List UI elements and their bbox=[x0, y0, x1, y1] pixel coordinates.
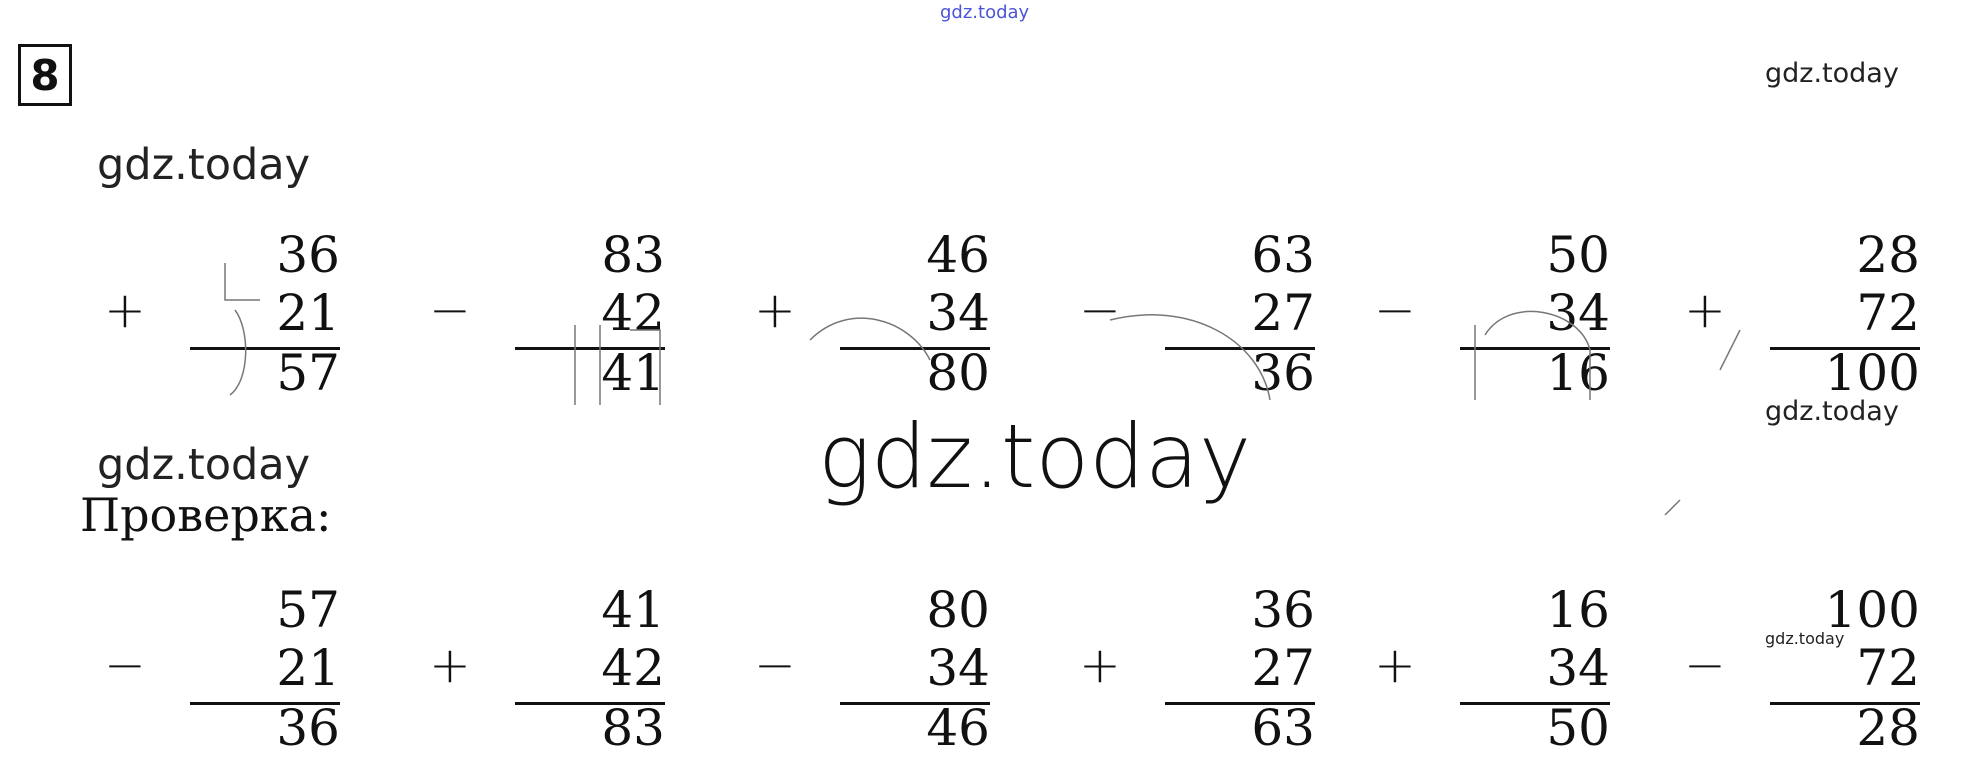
row1-problem-2 bbox=[425, 225, 665, 415]
operator: + bbox=[429, 636, 471, 694]
result: 36 bbox=[276, 699, 340, 757]
operand-b: 21 bbox=[276, 639, 340, 697]
operator: − bbox=[754, 636, 796, 694]
operand-b: 34 bbox=[1546, 284, 1610, 342]
operand-a: 28 bbox=[1856, 226, 1920, 284]
operand-a: 50 bbox=[1546, 226, 1610, 284]
watermark-right-1: gdz.today bbox=[1765, 58, 1899, 89]
operator: − bbox=[1079, 281, 1121, 339]
row1-problem-6 bbox=[1680, 225, 1920, 415]
operand-a: 46 bbox=[926, 226, 990, 284]
operand-b: 72 bbox=[1856, 284, 1920, 342]
row1-problem-1 bbox=[100, 225, 340, 415]
row2-problem-6 bbox=[1680, 580, 1920, 770]
row2-problem-4 bbox=[1075, 580, 1315, 770]
operand-b: 27 bbox=[1251, 284, 1315, 342]
task-number-box bbox=[18, 44, 72, 106]
result: 36 bbox=[1251, 344, 1315, 402]
row1-problem-4 bbox=[1075, 225, 1315, 415]
row2-problem-2 bbox=[425, 580, 665, 770]
row1-problem-3 bbox=[750, 225, 990, 415]
operand-b: 27 bbox=[1251, 639, 1315, 697]
task-number: 8 bbox=[30, 50, 60, 100]
watermark-left-2: gdz.today bbox=[97, 440, 311, 490]
operand-b: 21 bbox=[276, 284, 340, 342]
row1-problem-5 bbox=[1370, 225, 1610, 415]
watermark-right-2: gdz.today bbox=[1765, 396, 1899, 427]
operand-b: 34 bbox=[1546, 639, 1610, 697]
watermark-center: gdz.today bbox=[818, 405, 1252, 508]
operator: − bbox=[104, 636, 146, 694]
operand-a: 80 bbox=[926, 581, 990, 639]
result: 41 bbox=[601, 344, 665, 402]
operator: − bbox=[1374, 281, 1416, 339]
operator: + bbox=[104, 281, 146, 339]
result: 100 bbox=[1824, 344, 1920, 402]
row2-problem-5 bbox=[1370, 580, 1610, 770]
operand-a: 100 bbox=[1824, 581, 1920, 639]
check-label: Проверка: bbox=[80, 488, 332, 542]
result: 46 bbox=[926, 699, 990, 757]
operand-a: 83 bbox=[601, 226, 665, 284]
operator: + bbox=[754, 281, 796, 339]
result: 28 bbox=[1856, 699, 1920, 757]
operand-a: 41 bbox=[601, 581, 665, 639]
result: 16 bbox=[1546, 344, 1610, 402]
operator: + bbox=[1079, 636, 1121, 694]
result: 63 bbox=[1251, 699, 1315, 757]
operand-b: 42 bbox=[601, 639, 665, 697]
result: 57 bbox=[276, 344, 340, 402]
result: 50 bbox=[1546, 699, 1610, 757]
operand-a: 63 bbox=[1251, 226, 1315, 284]
operand-b: 72 bbox=[1856, 639, 1920, 697]
operand-b: 34 bbox=[926, 284, 990, 342]
row2-problem-1 bbox=[100, 580, 340, 770]
operator: + bbox=[1684, 281, 1726, 339]
operand-a: 36 bbox=[276, 226, 340, 284]
operand-b: 42 bbox=[601, 284, 665, 342]
operand-a: 57 bbox=[276, 581, 340, 639]
operand-a: 36 bbox=[1251, 581, 1315, 639]
result: 83 bbox=[601, 699, 665, 757]
watermark-top: gdz.today bbox=[940, 2, 1030, 23]
operator: − bbox=[429, 281, 471, 339]
watermark-small: gdz.today bbox=[1765, 629, 1845, 648]
watermark-left-1: gdz.today bbox=[97, 140, 311, 190]
operand-b: 34 bbox=[926, 639, 990, 697]
result: 80 bbox=[926, 344, 990, 402]
operator: + bbox=[1374, 636, 1416, 694]
operator: − bbox=[1684, 636, 1726, 694]
operand-a: 16 bbox=[1546, 581, 1610, 639]
row2-problem-3 bbox=[750, 580, 990, 770]
